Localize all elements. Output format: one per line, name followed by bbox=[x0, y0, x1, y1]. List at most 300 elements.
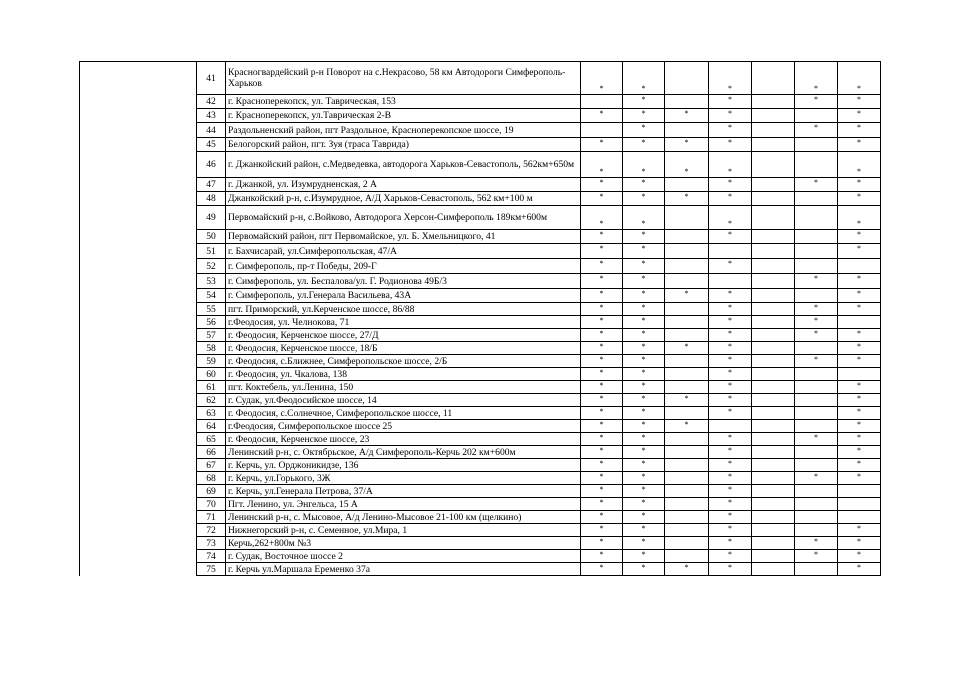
mark-cell: * bbox=[838, 152, 881, 178]
mark-cell bbox=[795, 289, 838, 303]
mark-cell: * bbox=[709, 178, 752, 192]
mark-cell bbox=[665, 206, 709, 230]
address-cell: г. Симферополь, ул. Беспалова/ул. Г. Родионова 49Б/3 bbox=[226, 274, 581, 289]
mark-cell: * bbox=[709, 342, 752, 355]
mark-cell: * bbox=[838, 274, 881, 289]
mark-cell: * bbox=[709, 316, 752, 329]
address-cell: Первомайский район, пгт Первомайское, ул. Б. Хмельницкого, 41 bbox=[226, 230, 581, 244]
mark-cell: * bbox=[838, 459, 881, 472]
mark-cell: * bbox=[838, 230, 881, 244]
mark-cell: * bbox=[623, 274, 665, 289]
mark-cell: * bbox=[838, 433, 881, 446]
mark-cell bbox=[752, 420, 795, 433]
row-number: 54 bbox=[197, 289, 226, 303]
row-number: 43 bbox=[197, 109, 226, 123]
mark-cell: * bbox=[623, 62, 665, 95]
mark-cell: * bbox=[838, 109, 881, 123]
mark-cell: * bbox=[581, 303, 623, 316]
mark-cell bbox=[665, 433, 709, 446]
mark-cell bbox=[752, 259, 795, 274]
mark-cell: * bbox=[709, 407, 752, 420]
mark-cell: * bbox=[838, 394, 881, 407]
address-cell: г. Джанкойский район, с.Медведевка, автодорога Харьков-Севастополь, 562км+650м bbox=[226, 152, 581, 178]
mark-cell bbox=[665, 62, 709, 95]
mark-cell: * bbox=[581, 498, 623, 511]
address-cell: г. Судак, Восточное шоссе 2 bbox=[226, 550, 581, 563]
mark-cell bbox=[665, 355, 709, 368]
mark-cell: * bbox=[709, 433, 752, 446]
row-number: 59 bbox=[197, 355, 226, 368]
mark-cell bbox=[795, 152, 838, 178]
table-row bbox=[80, 274, 881, 289]
row-number: 46 bbox=[197, 152, 226, 178]
row-number: 69 bbox=[197, 485, 226, 498]
address-cell: г.Феодосия, ул. Челнокова, 71 bbox=[226, 316, 581, 329]
mark-cell bbox=[752, 206, 795, 230]
mark-cell: * bbox=[581, 368, 623, 381]
row-number: 62 bbox=[197, 394, 226, 407]
address-cell: г.Феодосия, Симферопольское шоссе 25 bbox=[226, 420, 581, 433]
row-number: 70 bbox=[197, 498, 226, 511]
table-row bbox=[80, 206, 881, 230]
address-cell: г. Феодосия, ул. Чкалова, 138 bbox=[226, 368, 581, 381]
mark-cell: * bbox=[709, 368, 752, 381]
row-number: 73 bbox=[197, 537, 226, 550]
mark-cell: * bbox=[623, 342, 665, 355]
mark-cell: * bbox=[581, 446, 623, 459]
address-cell: Джанкойский р-н, с.Изумрудное, А/Д Харьков-Севастополь, 562 км+100 м bbox=[226, 192, 581, 206]
mark-cell: * bbox=[709, 355, 752, 368]
mark-cell bbox=[665, 459, 709, 472]
mark-cell: * bbox=[581, 109, 623, 123]
mark-cell bbox=[838, 368, 881, 381]
row-number: 58 bbox=[197, 342, 226, 355]
address-cell: г. Джанкой, ул. Изумрудненская, 2 А bbox=[226, 178, 581, 192]
mark-cell bbox=[752, 524, 795, 537]
mark-cell: * bbox=[623, 446, 665, 459]
mark-cell: * bbox=[709, 329, 752, 342]
mark-cell: * bbox=[665, 394, 709, 407]
mark-cell: * bbox=[709, 537, 752, 550]
table-row bbox=[80, 433, 881, 446]
mark-cell: * bbox=[581, 459, 623, 472]
mark-cell: * bbox=[795, 123, 838, 138]
row-number: 48 bbox=[197, 192, 226, 206]
table-row bbox=[80, 109, 881, 123]
mark-cell: * bbox=[581, 550, 623, 563]
address-cell: г. Феодосия, Керченское шоссе, 23 bbox=[226, 433, 581, 446]
mark-cell: * bbox=[623, 95, 665, 109]
mark-cell: * bbox=[623, 459, 665, 472]
mark-cell: * bbox=[709, 230, 752, 244]
address-cell: г. Красноперекопск, ул. Таврическая, 153 bbox=[226, 95, 581, 109]
row-number: 65 bbox=[197, 433, 226, 446]
mark-cell bbox=[795, 511, 838, 524]
mark-cell bbox=[752, 274, 795, 289]
mark-cell: * bbox=[623, 329, 665, 342]
mark-cell: * bbox=[709, 123, 752, 138]
mark-cell: * bbox=[623, 407, 665, 420]
row-number: 52 bbox=[197, 259, 226, 274]
mark-cell: * bbox=[623, 394, 665, 407]
address-cell: г. Феодосия, с.Ближнее, Симферопольское шоссе, 2/Б bbox=[226, 355, 581, 368]
address-cell: Пгт. Ленино, ул. Энгельса, 15 А bbox=[226, 498, 581, 511]
mark-cell: * bbox=[581, 206, 623, 230]
mark-cell bbox=[665, 381, 709, 394]
address-cell: г. Красноперекопск, ул.Таврическая 2-В bbox=[226, 109, 581, 123]
address-cell: Керчь,262+800м №3 bbox=[226, 537, 581, 550]
mark-cell: * bbox=[838, 192, 881, 206]
table-row bbox=[80, 563, 881, 576]
mark-cell: * bbox=[709, 472, 752, 485]
mark-cell bbox=[752, 109, 795, 123]
row-number: 66 bbox=[197, 446, 226, 459]
row-number: 60 bbox=[197, 368, 226, 381]
address-cell: г. Керчь, ул.Горького, 3Ж bbox=[226, 472, 581, 485]
address-cell: г. Симферополь, пр-т Победы, 209-Г bbox=[226, 259, 581, 274]
mark-cell bbox=[752, 498, 795, 511]
mark-cell bbox=[709, 420, 752, 433]
mark-cell bbox=[752, 62, 795, 95]
mark-cell: * bbox=[623, 123, 665, 138]
mark-cell bbox=[665, 316, 709, 329]
mark-cell: * bbox=[581, 178, 623, 192]
mark-cell: * bbox=[709, 511, 752, 524]
mark-cell: * bbox=[795, 355, 838, 368]
mark-cell: * bbox=[581, 316, 623, 329]
mark-cell: * bbox=[665, 138, 709, 152]
table-row bbox=[80, 381, 881, 394]
row-number: 45 bbox=[197, 138, 226, 152]
row-number: 63 bbox=[197, 407, 226, 420]
mark-cell: * bbox=[795, 472, 838, 485]
mark-cell: * bbox=[581, 138, 623, 152]
table-row bbox=[80, 368, 881, 381]
mark-cell bbox=[752, 123, 795, 138]
table-row bbox=[80, 62, 881, 95]
mark-cell: * bbox=[581, 511, 623, 524]
mark-cell bbox=[795, 459, 838, 472]
row-number: 64 bbox=[197, 420, 226, 433]
row-number: 41 bbox=[197, 62, 226, 95]
mark-cell bbox=[752, 563, 795, 576]
table-row bbox=[80, 259, 881, 274]
mark-cell bbox=[752, 316, 795, 329]
mark-cell bbox=[665, 485, 709, 498]
address-cell: г. Керчь ул.Маршала Еременко 37а bbox=[226, 563, 581, 576]
mark-cell bbox=[752, 537, 795, 550]
mark-cell: * bbox=[623, 485, 665, 498]
mark-cell bbox=[752, 95, 795, 109]
table-row bbox=[80, 289, 881, 303]
mark-cell: * bbox=[795, 537, 838, 550]
row-number: 72 bbox=[197, 524, 226, 537]
row-number: 51 bbox=[197, 244, 226, 259]
table-row bbox=[80, 459, 881, 472]
mark-cell: * bbox=[581, 381, 623, 394]
mark-cell: * bbox=[623, 206, 665, 230]
mark-cell: * bbox=[623, 259, 665, 274]
address-cell: г. Симферополь, ул.Генерала Васильева, 43А bbox=[226, 289, 581, 303]
row-number: 49 bbox=[197, 206, 226, 230]
mark-cell bbox=[665, 511, 709, 524]
mark-cell: * bbox=[709, 95, 752, 109]
mark-cell bbox=[709, 244, 752, 259]
address-cell: г. Феодосия, Керченское шоссе, 18/Б bbox=[226, 342, 581, 355]
mark-cell: * bbox=[581, 230, 623, 244]
mark-cell: * bbox=[838, 138, 881, 152]
mark-cell: * bbox=[581, 259, 623, 274]
address-cell: Красногвардейский р-н Поворот на с.Некрасово, 58 км Автодороги Симферополь- Харьков bbox=[226, 62, 581, 95]
mark-cell bbox=[752, 355, 795, 368]
mark-cell: * bbox=[623, 230, 665, 244]
address-cell: г. Бахчисарай, ул.Симферопольская, 47/А bbox=[226, 244, 581, 259]
mark-cell: * bbox=[838, 178, 881, 192]
mark-cell: * bbox=[838, 62, 881, 95]
mark-cell: * bbox=[665, 109, 709, 123]
mark-cell: * bbox=[795, 95, 838, 109]
address-cell: г. Керчь, ул.Генерала Петрова, 37/А bbox=[226, 485, 581, 498]
mark-cell bbox=[752, 433, 795, 446]
mark-cell: * bbox=[838, 329, 881, 342]
mark-cell bbox=[795, 485, 838, 498]
table-row bbox=[80, 152, 881, 178]
table-row bbox=[80, 511, 881, 524]
mark-cell bbox=[838, 498, 881, 511]
mark-cell: * bbox=[709, 485, 752, 498]
mark-cell: * bbox=[623, 178, 665, 192]
table-row bbox=[80, 420, 881, 433]
table-row bbox=[80, 192, 881, 206]
table-row bbox=[80, 524, 881, 537]
address-cell: Раздольненский район, пгт Раздольное, Красноперекопское шоссе, 19 bbox=[226, 123, 581, 138]
mark-cell: * bbox=[581, 394, 623, 407]
mark-cell bbox=[665, 472, 709, 485]
mark-cell bbox=[795, 407, 838, 420]
mark-cell: * bbox=[623, 355, 665, 368]
address-cell: Ленинский р-н, с. Октябрьское, А/д Симферополь-Керчь 202 км+600м bbox=[226, 446, 581, 459]
mark-cell: * bbox=[709, 498, 752, 511]
mark-cell bbox=[795, 446, 838, 459]
mark-cell bbox=[665, 446, 709, 459]
mark-cell bbox=[665, 329, 709, 342]
mark-cell: * bbox=[838, 446, 881, 459]
mark-cell bbox=[795, 563, 838, 576]
mark-cell bbox=[752, 472, 795, 485]
mark-cell: * bbox=[838, 95, 881, 109]
mark-cell bbox=[752, 485, 795, 498]
mark-cell bbox=[752, 152, 795, 178]
mark-cell: * bbox=[709, 289, 752, 303]
mark-cell bbox=[752, 303, 795, 316]
mark-cell bbox=[752, 230, 795, 244]
mark-cell bbox=[795, 206, 838, 230]
mark-cell: * bbox=[709, 206, 752, 230]
mark-cell: * bbox=[709, 62, 752, 95]
row-number: 55 bbox=[197, 303, 226, 316]
mark-cell bbox=[795, 342, 838, 355]
row-number: 68 bbox=[197, 472, 226, 485]
table-body bbox=[80, 62, 881, 576]
table-row bbox=[80, 123, 881, 138]
mark-cell: * bbox=[623, 138, 665, 152]
address-cell: Первомайский р-н, с.Войково, Автодорога Херсон-Симферополь 189км+600м bbox=[226, 206, 581, 230]
row-number: 56 bbox=[197, 316, 226, 329]
row-number: 53 bbox=[197, 274, 226, 289]
mark-cell: * bbox=[795, 433, 838, 446]
mark-cell: * bbox=[581, 274, 623, 289]
mark-cell: * bbox=[709, 459, 752, 472]
mark-cell: * bbox=[665, 289, 709, 303]
mark-cell: * bbox=[623, 524, 665, 537]
address-cell: г. Керчь, ул. Орджоникидзе, 136 bbox=[226, 459, 581, 472]
mark-cell bbox=[795, 381, 838, 394]
row-number: 47 bbox=[197, 178, 226, 192]
mark-cell bbox=[838, 316, 881, 329]
mark-cell: * bbox=[623, 563, 665, 576]
mark-cell: * bbox=[795, 274, 838, 289]
mark-cell bbox=[795, 394, 838, 407]
mark-cell: * bbox=[623, 368, 665, 381]
mark-cell: * bbox=[795, 316, 838, 329]
mark-cell: * bbox=[623, 192, 665, 206]
mark-cell bbox=[795, 138, 838, 152]
mark-cell: * bbox=[838, 563, 881, 576]
table-row bbox=[80, 485, 881, 498]
mark-cell: * bbox=[623, 152, 665, 178]
mark-cell: * bbox=[623, 303, 665, 316]
region-cell bbox=[80, 62, 197, 576]
mark-cell bbox=[665, 95, 709, 109]
mark-cell: * bbox=[838, 381, 881, 394]
mark-cell: * bbox=[838, 244, 881, 259]
mark-cell: * bbox=[838, 472, 881, 485]
mark-cell bbox=[795, 259, 838, 274]
table-row bbox=[80, 230, 881, 244]
row-number: 74 bbox=[197, 550, 226, 563]
mark-cell: * bbox=[581, 152, 623, 178]
mark-cell bbox=[795, 498, 838, 511]
table-row bbox=[80, 316, 881, 329]
mark-cell bbox=[752, 342, 795, 355]
mark-cell bbox=[581, 95, 623, 109]
mark-cell: * bbox=[795, 329, 838, 342]
address-cell: г. Феодосия, Керченское шоссе, 27/Д bbox=[226, 329, 581, 342]
address-cell: Ленинский р-н, с. Мысовое, А/д Ленино-Мысовое 21-100 км (щелкино) bbox=[226, 511, 581, 524]
mark-cell: * bbox=[795, 303, 838, 316]
mark-cell bbox=[795, 230, 838, 244]
table-row bbox=[80, 537, 881, 550]
mark-cell bbox=[752, 459, 795, 472]
mark-cell bbox=[838, 511, 881, 524]
mark-cell: * bbox=[581, 192, 623, 206]
table-row bbox=[80, 329, 881, 342]
mark-cell bbox=[795, 192, 838, 206]
table-row bbox=[80, 244, 881, 259]
mark-cell: * bbox=[665, 152, 709, 178]
mark-cell bbox=[665, 123, 709, 138]
mark-cell bbox=[665, 498, 709, 511]
mark-cell: * bbox=[665, 342, 709, 355]
mark-cell: * bbox=[709, 446, 752, 459]
mark-cell bbox=[752, 368, 795, 381]
mark-cell: * bbox=[581, 407, 623, 420]
mark-cell bbox=[665, 244, 709, 259]
mark-cell bbox=[752, 394, 795, 407]
mark-cell: * bbox=[623, 289, 665, 303]
mark-cell bbox=[795, 109, 838, 123]
mark-cell bbox=[665, 407, 709, 420]
mark-cell: * bbox=[838, 420, 881, 433]
mark-cell bbox=[752, 446, 795, 459]
table-row bbox=[80, 472, 881, 485]
row-number: 61 bbox=[197, 381, 226, 394]
mark-cell bbox=[709, 274, 752, 289]
table-row bbox=[80, 355, 881, 368]
mark-cell: * bbox=[838, 342, 881, 355]
table-row bbox=[80, 342, 881, 355]
mark-cell: * bbox=[581, 342, 623, 355]
mark-cell: * bbox=[709, 381, 752, 394]
mark-cell: * bbox=[709, 394, 752, 407]
table-row bbox=[80, 407, 881, 420]
mark-cell: * bbox=[709, 524, 752, 537]
mark-cell bbox=[665, 537, 709, 550]
row-number: 57 bbox=[197, 329, 226, 342]
table-row bbox=[80, 498, 881, 511]
mark-cell: * bbox=[623, 498, 665, 511]
mark-cell: * bbox=[709, 109, 752, 123]
row-number: 67 bbox=[197, 459, 226, 472]
address-cell: Белогорский район, пгт. Зуя (траса Таврида) bbox=[226, 138, 581, 152]
row-number: 42 bbox=[197, 95, 226, 109]
mark-cell: * bbox=[795, 550, 838, 563]
mark-cell: * bbox=[623, 433, 665, 446]
row-number: 50 bbox=[197, 230, 226, 244]
mark-cell: * bbox=[709, 192, 752, 206]
mark-cell bbox=[665, 303, 709, 316]
mark-cell bbox=[665, 230, 709, 244]
mark-cell: * bbox=[665, 420, 709, 433]
mark-cell bbox=[752, 550, 795, 563]
mark-cell bbox=[752, 329, 795, 342]
mark-cell: * bbox=[581, 289, 623, 303]
mark-cell: * bbox=[581, 62, 623, 95]
address-cell: г. Судак, ул.Феодосийское шоссе, 14 bbox=[226, 394, 581, 407]
mark-cell bbox=[752, 138, 795, 152]
mark-cell bbox=[665, 524, 709, 537]
mark-cell: * bbox=[623, 472, 665, 485]
row-number: 75 bbox=[197, 563, 226, 576]
mark-cell bbox=[752, 244, 795, 259]
address-cell: пгт. Приморский, ул.Керченское шоссе, 86/88 bbox=[226, 303, 581, 316]
address-cell: г. Феодосия, с.Солнечное, Симферопольское шоссе, 11 bbox=[226, 407, 581, 420]
mark-cell: * bbox=[581, 485, 623, 498]
mark-cell: * bbox=[709, 563, 752, 576]
mark-cell: * bbox=[665, 192, 709, 206]
mark-cell: * bbox=[581, 537, 623, 550]
row-number: 71 bbox=[197, 511, 226, 524]
mark-cell: * bbox=[623, 537, 665, 550]
mark-cell bbox=[795, 244, 838, 259]
mark-cell: * bbox=[623, 244, 665, 259]
mark-cell bbox=[665, 178, 709, 192]
mark-cell: * bbox=[838, 303, 881, 316]
mark-cell: * bbox=[623, 381, 665, 394]
table-row bbox=[80, 138, 881, 152]
mark-cell: * bbox=[838, 524, 881, 537]
table-row bbox=[80, 550, 881, 563]
